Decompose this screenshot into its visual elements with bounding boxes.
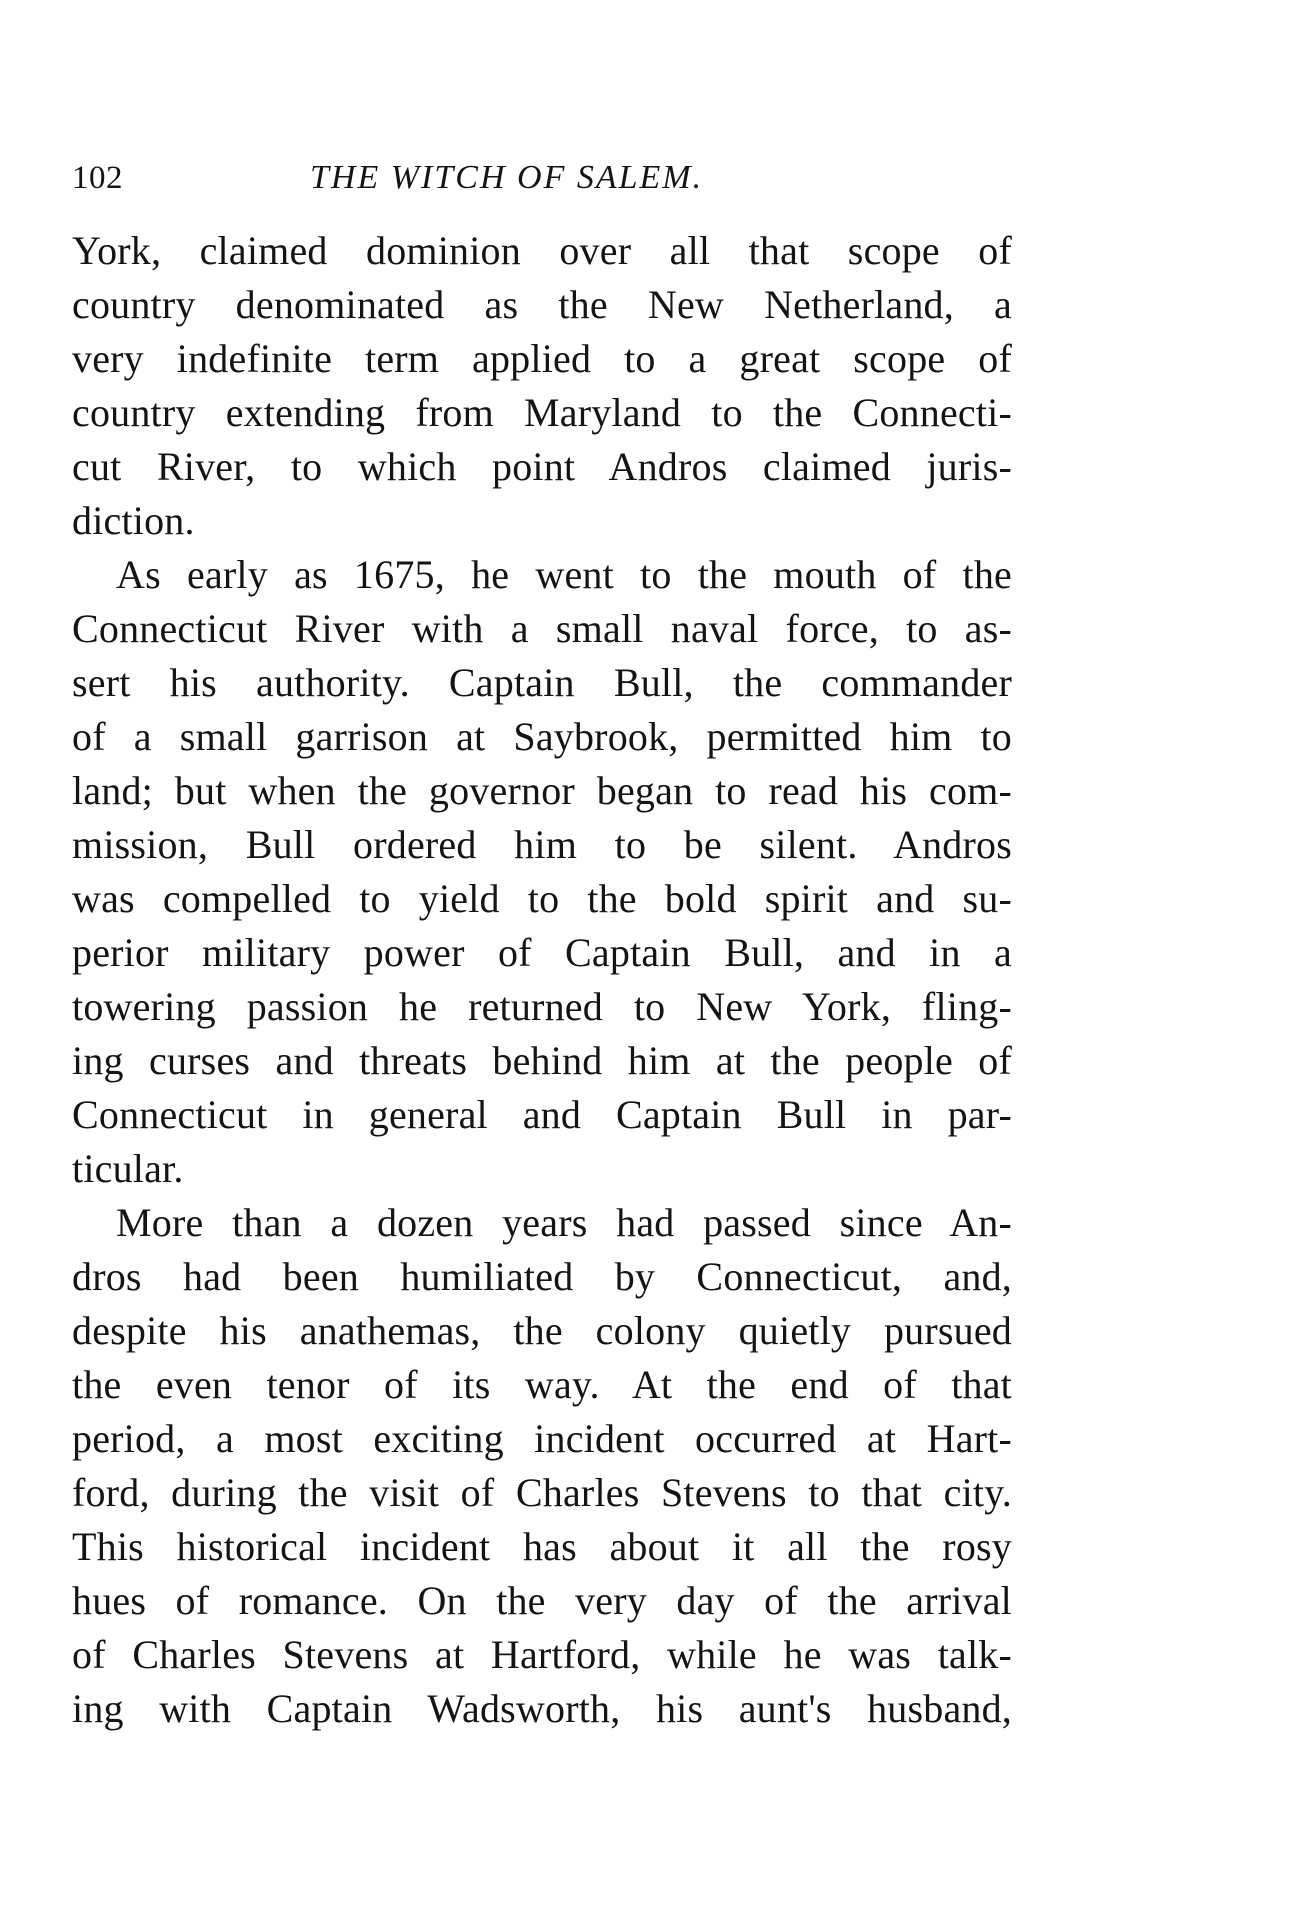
text-line: mission, Bull ordered him to be silent. Andros (72, 822, 1012, 867)
text-line: ticular. (72, 1146, 184, 1191)
text-line: Connecticut in general and Captain Bull in par- (72, 1092, 1012, 1137)
text-line: period, a most exciting incident occurred at Hart- (72, 1416, 1012, 1461)
text-line: York, claimed dominion over all that scope of (72, 228, 1012, 273)
text-line: hues of romance. On the very day of the arrival (72, 1578, 1012, 1623)
text-line: land; but when the governor began to read his com- (72, 768, 1012, 813)
text-line: perior military power of Captain Bull, and in a (72, 930, 1012, 975)
text-line: cut River, to which point Andros claimed juris- (72, 444, 1012, 489)
text-line: This historical incident has about it all the rosy (72, 1524, 1012, 1569)
text-line: despite his anathemas, the colony quietly pursued (72, 1308, 1012, 1353)
text-line: Connecticut River with a small naval force, to as- (72, 606, 1012, 651)
page-header (72, 156, 1012, 200)
text-line: As early as 1675, he went to the mouth of the (116, 552, 1012, 597)
text-line: ing curses and threats behind him at the people of (72, 1038, 1012, 1083)
text-line: country denominated as the New Netherland, a (72, 282, 1012, 327)
paragraph (72, 1196, 1012, 1736)
text-line: of Charles Stevens at Hartford, while he was talk- (72, 1632, 1012, 1677)
text-line: was compelled to yield to the bold spirit and su- (72, 876, 1012, 921)
text-line: sert his authority. Captain Bull, the commander (72, 660, 1012, 705)
text-line: ing with Captain Wadsworth, his aunt's husband, (72, 1686, 1012, 1731)
text-line: very indefinite term applied to a great scope of (72, 336, 1012, 381)
body-text (72, 224, 1012, 1736)
text-line: of a small garrison at Saybrook, permitted him to (72, 714, 1012, 759)
paragraph (72, 548, 1012, 1196)
text-line: dros had been humiliated by Connecticut, and, (72, 1254, 1012, 1299)
text-line: towering passion he returned to New York, fling- (72, 984, 1012, 1029)
page-number: 102 (72, 160, 123, 196)
text-line: the even tenor of its way. At the end of that (72, 1362, 1012, 1407)
text-line: ford, during the visit of Charles Stevens to that city. (72, 1470, 1012, 1515)
text-line: More than a dozen years had passed since An- (116, 1200, 1012, 1245)
paragraph (72, 224, 1012, 548)
text-line: diction. (72, 498, 195, 543)
text-line: country extending from Maryland to the Connecti- (72, 390, 1012, 435)
running-title: THE WITCH OF SALEM. (310, 159, 704, 196)
